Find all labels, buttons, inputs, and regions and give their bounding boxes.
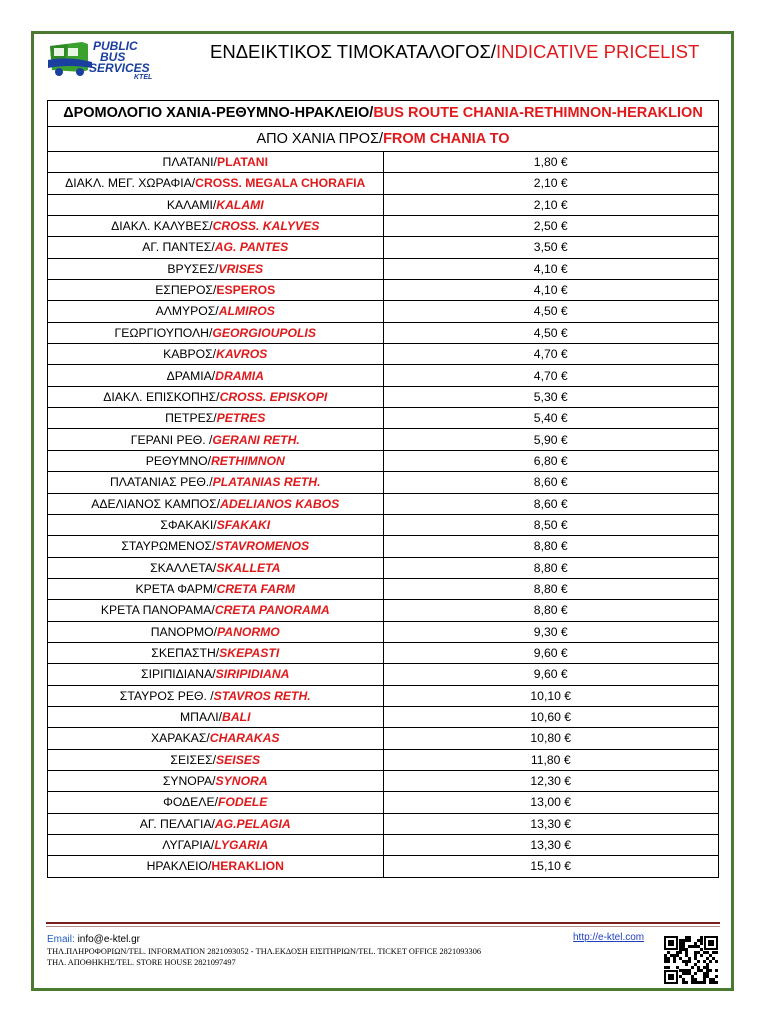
price-row — [48, 813, 719, 834]
price-row — [48, 429, 719, 450]
stop-name-english: AG.PELAGIA — [214, 816, 291, 831]
price-row — [48, 770, 719, 791]
stop-name-greek: ΔΙΑΚΛ. ΚΑΛΥΒΕΣ/ — [111, 219, 213, 234]
stop-name-cell — [48, 706, 384, 727]
logo-line-ktel: KTEL — [134, 74, 153, 80]
stop-name-english: FODELE — [217, 795, 268, 810]
price-row — [48, 493, 719, 514]
price-row — [48, 173, 719, 194]
price-row — [48, 301, 719, 322]
fare-price: 1,80 € — [383, 152, 719, 173]
stop-name-english: ALMIROS — [218, 304, 275, 319]
stop-name-english: PETRES — [216, 411, 266, 426]
fare-price: 12,30 € — [383, 770, 719, 791]
email-link[interactable]: info@e-ktel.gr — [77, 934, 140, 945]
stop-name-english: STAVROS RETH. — [213, 688, 311, 703]
stop-name-cell — [48, 386, 384, 407]
stop-name-english: VRISES — [218, 261, 264, 276]
ktel-logo — [48, 38, 160, 80]
stop-name-english: PLATANIAS RETH. — [212, 475, 321, 490]
stop-name-greek: ΣΚΑΛΛΕΤΑ/ — [150, 560, 217, 575]
stop-name-cell — [48, 536, 384, 557]
stop-name-english: CROSS. KALYVES — [212, 219, 320, 234]
stop-name-cell — [48, 152, 384, 173]
price-row — [48, 835, 719, 856]
stop-name-greek: ΣΤΑΥΡΟΣ ΡΕΘ. / — [119, 688, 214, 703]
stop-name-english: SYNORA — [215, 774, 268, 789]
price-row — [48, 621, 719, 642]
stop-name-cell — [48, 514, 384, 535]
stop-name-greek: ΓΕΩΡΓΙΟΥΠΟΛΗ/ — [114, 325, 213, 340]
price-row — [48, 642, 719, 663]
price-row — [48, 152, 719, 173]
price-row — [48, 237, 719, 258]
price-row — [48, 536, 719, 557]
email-label: Email: — [47, 934, 78, 945]
fare-price: 8,80 € — [383, 557, 719, 578]
stop-name-cell — [48, 557, 384, 578]
stop-name-greek: ΣΙΡΙΠΙΔΙΑΝΑ/ — [141, 667, 216, 682]
footer-phone-info: ΤΗΛ.ΠΛΗΡΟΦΟΡΙΩΝ/TEL. INFORMATION 2821093052 - ΤΗΛ.ΕΚΔΟΣΗ ΕΙΣΙΤΗΡΙΩΝ/TEL. TICKET OFFICE 2821093306 — [47, 947, 482, 956]
stop-name-greek: ΑΓ. ΠΑΝΤΕΣ/ — [142, 240, 215, 255]
stop-name-greek: ΕΣΠΕΡΟΣ/ — [155, 283, 217, 298]
stop-name-greek: ΦΟΔΕΛΕ/ — [163, 795, 218, 810]
stop-name-cell — [48, 792, 384, 813]
stop-name-cell — [48, 728, 384, 749]
stop-name-greek: ΣΕΙΣΕΣ/ — [170, 752, 217, 767]
fare-price: 2,50 € — [383, 216, 719, 237]
fare-price: 13,30 € — [383, 813, 719, 834]
fare-price: 2,10 € — [383, 173, 719, 194]
fare-price: 9,60 € — [383, 664, 719, 685]
route-title-greek: ΔΡΟΜΟΛΟΓΙΟ ΧΑΝΙΑ-ΡΕΘΥΜΝΟ-ΗΡΑΚΛΕΙΟ/ — [63, 105, 374, 122]
page-title-english: INDICATIVE PRICELIST — [496, 41, 700, 62]
stop-name-greek: ΠΛΑΤΑΝΙ/ — [162, 155, 217, 170]
stop-name-cell — [48, 493, 384, 514]
stop-name-greek: ΧΑΡΑΚΑΣ/ — [150, 731, 210, 746]
logo-line-services: SERVICES — [89, 61, 150, 75]
fare-price: 2,10 € — [383, 194, 719, 215]
fare-price: 10,10 € — [383, 685, 719, 706]
stop-name-english: AG. PANTES — [214, 240, 289, 255]
stop-name-english: CHARAKAS — [209, 731, 280, 746]
stop-name-cell — [48, 258, 384, 279]
stop-name-greek: ΓΕΡΑΝΙ ΡΕΘ. / — [130, 432, 213, 447]
stop-name-cell — [48, 301, 384, 322]
stop-name-english: HERAKLION — [211, 859, 284, 874]
stop-name-greek: ΠΕΤΡΕΣ/ — [165, 411, 217, 426]
fare-price: 13,00 € — [383, 792, 719, 813]
stop-name-english: LYGARIA — [214, 838, 269, 853]
price-row — [48, 514, 719, 535]
stop-name-cell — [48, 344, 384, 365]
fare-price: 10,80 € — [383, 728, 719, 749]
stop-name-english: PANORMO — [217, 624, 280, 639]
price-row — [48, 792, 719, 813]
stop-name-cell — [48, 173, 384, 194]
stop-name-greek: ΚΑΒΡΟΣ/ — [163, 347, 217, 362]
from-header-row — [48, 127, 719, 152]
fare-price: 4,10 € — [383, 258, 719, 279]
fare-price: 4,10 € — [383, 280, 719, 301]
fare-price: 8,60 € — [383, 493, 719, 514]
price-row — [48, 258, 719, 279]
stop-name-cell — [48, 749, 384, 770]
stop-name-cell — [48, 770, 384, 791]
stop-name-cell — [48, 216, 384, 237]
stop-name-cell — [48, 813, 384, 834]
stop-name-cell — [48, 237, 384, 258]
stop-name-english: STAVROMENOS — [215, 539, 310, 554]
stop-name-cell — [48, 835, 384, 856]
price-row — [48, 600, 719, 621]
footer-phone-store: ΤΗΛ. ΑΠΟΘΗΚΗΣ/TEL. STORE HOUSE 2821097497 — [47, 958, 236, 967]
fare-price: 5,40 € — [383, 408, 719, 429]
stop-name-greek: ΑΓ. ΠΕΛΑΓΙΑ/ — [139, 816, 215, 831]
fare-price: 8,60 € — [383, 472, 719, 493]
stop-name-cell — [48, 365, 384, 386]
stop-name-greek: ΡΕΘΥΜΝΟ/ — [145, 453, 211, 468]
stop-name-greek: ΣΚΕΠΑΣΤΗ/ — [151, 645, 220, 660]
fare-price: 3,50 € — [383, 237, 719, 258]
stop-name-cell — [48, 685, 384, 706]
price-row — [48, 408, 719, 429]
fare-price: 9,60 € — [383, 642, 719, 663]
stop-name-english: GERANI RETH. — [212, 432, 300, 447]
fare-price: 4,50 € — [383, 322, 719, 343]
stop-name-greek: ΒΡΥΣΕΣ/ — [167, 261, 219, 276]
stop-name-english: BALI — [222, 710, 251, 724]
stop-name-cell — [48, 194, 384, 215]
stop-name-english: KAVROS — [216, 347, 268, 362]
stop-name-cell — [48, 600, 384, 621]
price-row — [48, 450, 719, 471]
fare-price: 8,80 € — [383, 536, 719, 557]
stop-name-english: CROSS. EPISKOPI — [219, 389, 328, 404]
stop-name-cell — [48, 578, 384, 599]
stop-name-greek: ΠΑΝΟΡΜΟ/ — [150, 624, 218, 639]
stop-name-greek: ΚΑΛΑΜΙ/ — [166, 197, 217, 212]
price-row — [48, 728, 719, 749]
price-row — [48, 280, 719, 301]
price-row — [48, 557, 719, 578]
stop-name-greek: ΔΙΑΚΛ. ΜΕΓ. ΧΩΡΑΦΙΑ/ — [65, 176, 196, 191]
stop-name-cell — [48, 856, 384, 877]
fare-price: 6,80 € — [383, 450, 719, 471]
price-row — [48, 706, 719, 727]
stop-name-english: CROSS. MEGALA CHORAFIA — [195, 176, 366, 191]
price-row — [48, 365, 719, 386]
stop-name-english: DRAMIA — [215, 368, 264, 383]
stop-name-english: SIRIPIDIANA — [215, 667, 290, 682]
stop-name-greek: ΔΡΑΜΙΑ/ — [166, 368, 216, 383]
stop-name-english: SFAKAKI — [216, 517, 271, 532]
stop-name-cell — [48, 322, 384, 343]
footer-rule-thin — [46, 926, 720, 927]
website-link[interactable]: http://e-ktel.com — [573, 932, 645, 943]
stop-name-greek: ΣΥΝΟΡΑ/ — [162, 774, 216, 789]
fare-price: 8,50 € — [383, 514, 719, 535]
price-row — [48, 194, 719, 215]
fare-price: 13,30 € — [383, 835, 719, 856]
fare-price: 8,80 € — [383, 600, 719, 621]
stop-name-greek: ΛΥΓΑΡΙΑ/ — [162, 838, 215, 853]
fare-price: 4,50 € — [383, 301, 719, 322]
fare-price: 8,80 € — [383, 578, 719, 599]
page-title-greek: ΕΝΔΕΙΚΤΙΚΟΣ ΤΙΜΟΚΑΤΑΛΟΓΟΣ/ — [210, 41, 497, 62]
from-header-cell — [48, 127, 719, 152]
stop-name-greek: ΔΙΑΚΛ. ΕΠΙΣΚΟΠΗΣ/ — [103, 389, 220, 404]
fare-price: 11,80 € — [383, 749, 719, 770]
logo-line-public: PUBLIC — [93, 39, 138, 53]
stop-name-english: CRETA FARM — [216, 581, 295, 596]
stop-name-english: SKEPASTI — [219, 645, 280, 660]
stop-name-greek: ΗΡΑΚΛΕΙΟ/ — [146, 859, 212, 874]
fare-price: 4,70 € — [383, 365, 719, 386]
stop-name-cell — [48, 450, 384, 471]
footer-rule-thick — [46, 922, 720, 924]
stop-name-cell — [48, 642, 384, 663]
stop-name-greek: ΚΡΕΤΑ ΠΑΝΟΡΑΜΑ/ — [100, 603, 215, 618]
footer-email — [47, 934, 140, 945]
price-row — [48, 386, 719, 407]
fare-price: 10,60 € — [383, 706, 719, 727]
price-row — [48, 856, 719, 877]
stop-name-greek: ΑΛΜΥΡΟΣ/ — [155, 304, 219, 319]
price-table — [47, 100, 719, 878]
route-title-english: BUS ROUTE CHANIA-RETHIMNON-HERAKLION — [373, 105, 703, 122]
stop-name-greek: ΚΡΕΤΑ ΦΑΡΜ/ — [135, 581, 217, 596]
price-row — [48, 344, 719, 365]
logo-line-bus: BUS — [100, 50, 126, 64]
price-row — [48, 749, 719, 770]
stop-name-greek: ΑΔΕΛΙΑΝΟΣ ΚΑΜΠΟΣ/ — [91, 496, 221, 511]
from-title-english: FROM CHANIA TO — [383, 130, 510, 147]
page-title — [210, 41, 699, 63]
stop-name-greek: ΠΛΑΤΑΝΙΑΣ ΡΕΘ./ — [110, 475, 213, 490]
fare-price: 9,30 € — [383, 621, 719, 642]
stop-name-greek: ΜΠΑΛΙ/ — [180, 710, 223, 724]
stop-name-english: SKALLETA — [216, 560, 281, 575]
stop-name-cell — [48, 408, 384, 429]
stop-name-english: GEORGIOUPOLIS — [212, 325, 316, 340]
stop-name-english: CRETA PANORAMA — [214, 603, 330, 618]
fare-price: 5,90 € — [383, 429, 719, 450]
price-row — [48, 216, 719, 237]
stop-name-english: PLATANI — [216, 155, 268, 170]
stop-name-english: RETHIMNON — [210, 453, 285, 468]
stop-name-cell — [48, 472, 384, 493]
price-row — [48, 664, 719, 685]
stop-name-cell — [48, 280, 384, 301]
route-header-row — [48, 101, 719, 127]
stop-name-cell — [48, 664, 384, 685]
stop-name-cell — [48, 621, 384, 642]
price-row — [48, 578, 719, 599]
qr-code-icon — [664, 936, 718, 984]
stop-name-greek: ΣΤΑΥΡΩΜΕΝΟΣ/ — [121, 539, 216, 554]
route-header-cell — [48, 101, 719, 127]
stop-name-english: ADELIANOS KABOS — [220, 496, 340, 511]
price-row — [48, 322, 719, 343]
price-row — [48, 472, 719, 493]
stop-name-cell — [48, 429, 384, 450]
stop-name-english: SEISES — [216, 752, 261, 767]
stop-name-english: KALAMI — [216, 197, 264, 212]
price-row — [48, 685, 719, 706]
stop-name-english: ESPEROS — [216, 283, 276, 298]
fare-price: 5,30 € — [383, 386, 719, 407]
fare-price: 15,10 € — [383, 856, 719, 877]
fare-price: 4,70 € — [383, 344, 719, 365]
from-title-greek: ΑΠΟ ΧΑΝΙΑ ΠΡΟΣ/ — [256, 130, 384, 147]
stop-name-greek: ΣΦΑΚΑΚΙ/ — [160, 517, 217, 532]
